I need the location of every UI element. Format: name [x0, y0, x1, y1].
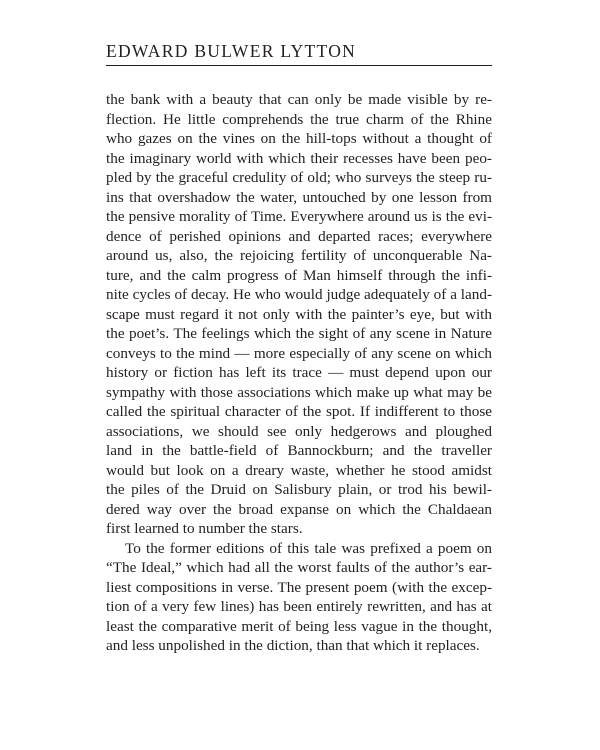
text-line: scape must regard it not only with the painter’s eye, but with [106, 305, 492, 323]
text-line: and less unpolished in the diction, than that which it replaces. [106, 637, 480, 654]
text-line: the bank with a beauty that can only be made visible by re- [106, 91, 492, 108]
text-line: first learned to number the stars. [106, 520, 303, 537]
text-line: history or fiction has left its trace — must depend upon our [106, 364, 492, 381]
running-head: EDWARD BULWER LYTTON [106, 41, 357, 61]
text-line: pled by the graceful credulity of old; who surveys the steep ru- [106, 169, 492, 186]
text-line: “The Ideal,” which had all the worst faults of the author’s ear- [106, 559, 492, 576]
text-line: the imaginary world with which their recesses have been peo- [106, 149, 492, 167]
text-line: dence of perished opinions and departed races; everywhere [106, 227, 492, 245]
text-line: flection. He little comprehends the true charm of the Rhine [106, 110, 492, 128]
text-line: would but look on a dreary waste, whether he stood amidst [106, 461, 492, 479]
paragraph-1 [106, 90, 492, 539]
text-line: tion of a very few lines) has been entirely rewritten, and has at [106, 598, 492, 615]
text-line: associations, we should see only hedgerows and ploughed [106, 422, 492, 440]
text-line: dered way over the broad expanse on which the Chaldaean [106, 500, 492, 518]
text-line: land in the battle-field of Bannockburn; and the traveller [106, 442, 492, 459]
text-line: To the former editions of this tale was prefixed a poem on [125, 539, 492, 557]
text-line: the piles of the Druid on Salisbury plain, or trod his bewil- [106, 481, 492, 498]
text-line: liest compositions in verse. The present poem (with the excep- [106, 578, 492, 596]
text-line: least the comparative merit of being less vague in the thought, [106, 617, 492, 635]
text-line: who gazes on the vines on the hill-tops without a thought of [106, 130, 492, 147]
text-line: the pensive morality of Time. Everywhere around us is the evi- [106, 208, 492, 225]
paragraph-2 [106, 539, 492, 656]
text-line: nite cycles of decay. He who would judge adequately of a land- [106, 286, 492, 303]
text-line: the poet’s. The feelings which the sight of any scene in Nature [106, 325, 492, 342]
text-line: ins that overshadow the water, untouched by one lesson from [106, 188, 492, 206]
header-rule [106, 65, 492, 66]
text-line: conveys to the mind — more especially of any scene on which [106, 344, 492, 362]
body-text [106, 90, 492, 656]
text-line: around us, also, the rejoicing fertility of unconquerable Na- [106, 247, 492, 264]
text-line: sympathy with those associations which make up what may be [106, 383, 492, 401]
text-line: called the spiritual character of the spot. If indifferent to those [106, 403, 492, 420]
text-line: ture, and the calm progress of Man himself through the infi- [106, 266, 492, 284]
